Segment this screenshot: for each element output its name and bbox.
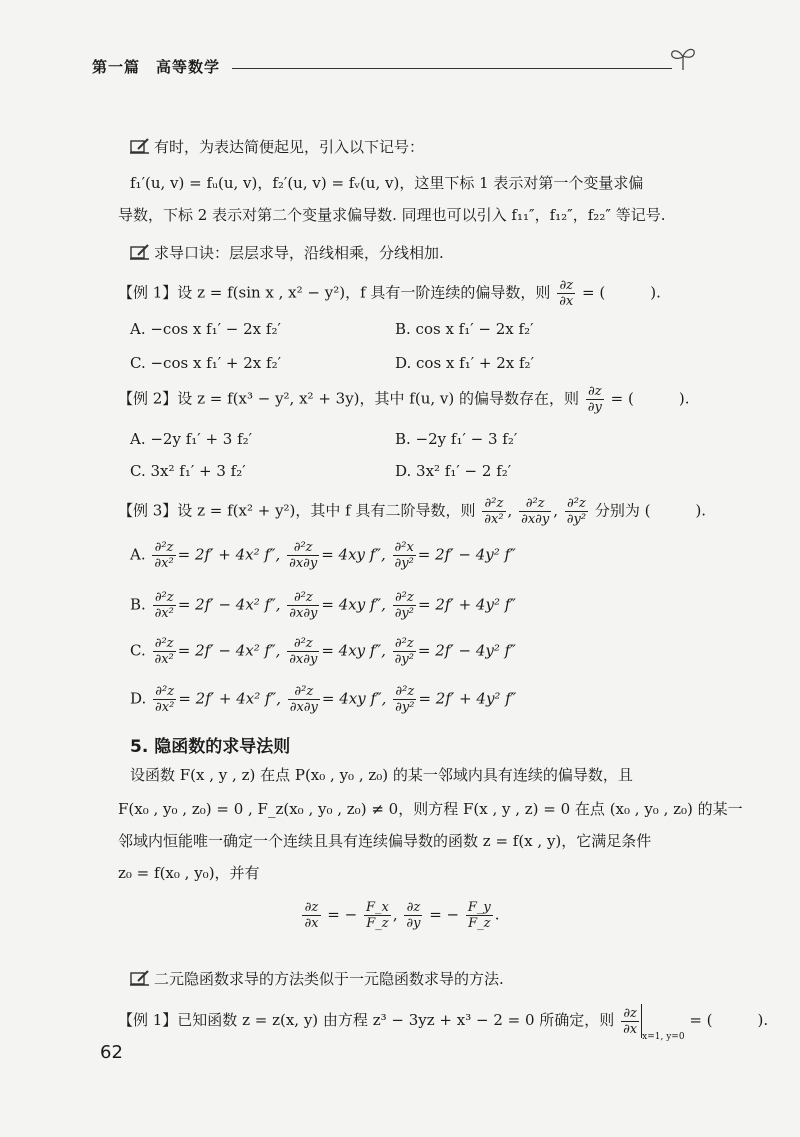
option-c: C. −cos x f₁′ + 2x f₂′ <box>130 354 281 372</box>
option-a: A. $\frac{\text{∂²z}}{\text{∂x²}}$ = 2f′ + 4x² f″, $\frac{\text{∂²z}}{\partial x\partial y}$ = 4xy f″, $\frac{\text{∂²x}}{\text{∂y²}}$ = 2f′ − 4y² f″ <box>130 540 516 571</box>
option-d: D. $\frac{\text{∂²z}}{\text{∂x²}}$ = 2f′ + 4x² f″, $\frac{\text{∂²z}}{\partial x\partial y}$ = 4xy f″, $\frac{\text{∂²z}}{\text{∂y²}}$ = 2f′ + 4y² f″ <box>130 684 517 715</box>
page-number: 62 <box>100 1042 123 1063</box>
paragraph-line: F(x₀ , y₀ , z₀) = 0 , F_z(x₀ , y₀ , z₀) ≠ 0，则方程 F(x , y , z) = 0 在点 (x₀ , y₀ , z₀) 的某一 <box>118 800 743 818</box>
note-1: 有时，为表达简便起见，引入以下记号： <box>130 136 424 158</box>
note-1-line-1: f₁′(u, v) = fᵤ(u, v)，f₂′(u, v) = fᵥ(u, v)，这里下标 1 表示对第一个变量求偏 <box>130 174 644 192</box>
fraction: $\frac{\text{∂²z}}{\partial x\partial y}$ <box>521 496 550 527</box>
pencil-note-icon <box>130 244 150 260</box>
fraction: $\frac{\partial z}{\partial x}$ <box>559 278 574 309</box>
paragraph-line: 设函数 F(x , y , z) 在点 P(x₀ , y₀ , z₀) 的某一邻域内具有连续的偏导数，且 <box>130 766 633 784</box>
option-b: B. $\frac{\text{∂²z}}{\text{∂x²}}$ = 2f′ − 4x² f″, $\frac{\text{∂²z}}{\partial x\partial y}$ = 4xy f″, $\frac{\text{∂²z}}{\text{∂y²}}$ = 2f′ + 4y² f″ <box>130 590 516 621</box>
note-1-line-2: 导数，下标 2 表示对第二个变量求偏导数. 同理也可以引入 f₁₁″，f₁₂″，f₂₂″ 等记号. <box>118 206 666 224</box>
option-c: C. 3x² f₁′ + 3 f₂′ <box>130 462 246 480</box>
option-a: A. −cos x f₁′ − 2x f₂′ <box>130 320 281 338</box>
option-b: B. −2y f₁′ − 3 f₂′ <box>395 430 518 448</box>
note-2: 求导口诀：层层求导，沿线相乘，分线相加. <box>130 242 444 264</box>
option-a: A. −2y f₁′ + 3 f₂′ <box>130 430 253 448</box>
example-4-stem: 【例 1】已知函数 z = z(x, y) 由方程 z³ − 3yz + x³ − 2 = 0 所确定，则 $\frac{\partial z}{\partial x}$ $_{x=1, y=0}$ = ( ). <box>118 1005 769 1042</box>
example-3-stem: 【例 3】设 z = f(x² + y²)，其中 f 具有二阶导数，则 $\frac{\text{∂²z}}{\text{∂x²}}$ , $\frac{\text{∂²z}}{\partial x\partial y}$ , $\frac{\text{∂²z}}{\text{∂y²}}$ 分别为 ( ). <box>118 496 707 527</box>
fraction: $\frac{\partial z}{\partial x}$ <box>623 1005 638 1037</box>
option-b: B. cos x f₁′ − 2x f₂′ <box>395 320 534 338</box>
fraction: $\frac{\text{∂²z}}{\text{∂x²}}$ <box>484 496 504 527</box>
example-2-stem: 【例 2】设 z = f(x³ − y², x² + 3y)，其中 f(u, v) 的偏导数存在，则 $\frac{\partial z}{\partial y}$ = ( ). <box>118 384 690 415</box>
note-3: 二元隐函数求导的方法类似于一元隐函数求导的方法. <box>130 968 504 990</box>
option-d: D. cos x f₁′ + 2x f₂′ <box>395 354 534 372</box>
option-d: D. 3x² f₁′ − 2 f₂′ <box>395 462 512 480</box>
fraction: $\frac{\partial z}{\partial y}$ <box>587 384 602 415</box>
sprout-icon <box>668 44 698 72</box>
section-title: 5. 隐函数的求导法则 <box>130 737 291 757</box>
header-rule <box>232 68 672 69</box>
paragraph-line: 邻域内恒能唯一确定一个连续且具有连续偏导数的函数 z = f(x , y)，它满足条件 <box>118 832 652 850</box>
example-1-stem: 【例 1】设 z = f(sin x , x² − y²)，f 具有一阶连续的偏导数，则 $\frac{\partial z}{\partial x}$ = ( ). <box>118 278 661 309</box>
option-c: C. $\frac{\text{∂²z}}{\text{∂x²}}$ = 2f′ − 4x² f″, $\frac{\text{∂²z}}{\partial x\partial y}$ = 4xy f″, $\frac{\text{∂²z}}{\text{∂y²}}$ = 2f′ − 4y² f″ <box>130 636 516 667</box>
chapter-header: 第一篇 高等数学 <box>92 58 221 76</box>
paragraph-line: z₀ = f(x₀ , y₀)，并有 <box>118 864 260 882</box>
pencil-note-icon <box>130 138 150 154</box>
fraction: $\frac{\text{∂²z}}{\text{∂y²}}$ <box>566 496 587 527</box>
pencil-note-icon <box>130 970 150 986</box>
display-formula: $\frac{\partial z}{\partial x}$ = − $\frac{F\_x}{F\_z}$ , $\frac{\partial z}{\partial y}$ = − $\frac{F\_y}{F\_z}$ . <box>304 900 500 931</box>
